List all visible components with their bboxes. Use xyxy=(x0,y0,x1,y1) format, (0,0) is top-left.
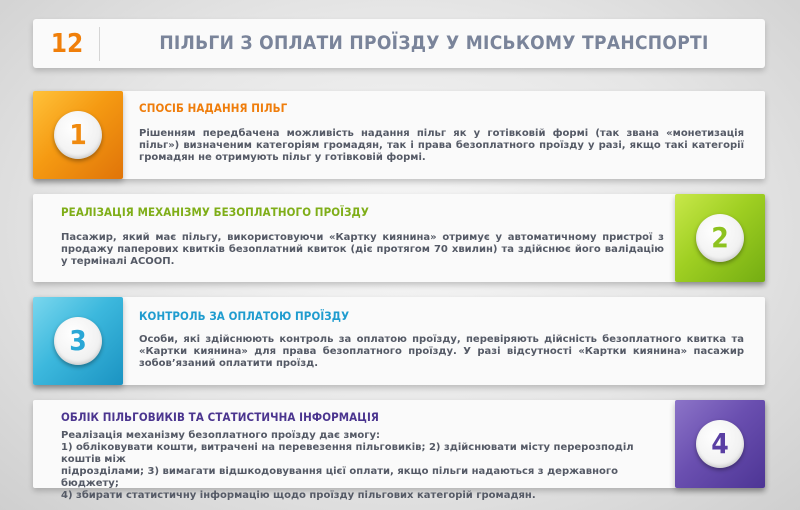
section-1-number-tile xyxy=(33,91,123,179)
section-4-number-tile xyxy=(675,400,765,488)
section-2-heading: РЕАЛІЗАЦІЯ МЕХАНІЗМУ БЕЗОПЛАТНОГО ПРОЇЗДУ xyxy=(61,205,369,219)
page-title: ПІЛЬГИ З ОПЛАТИ ПРОЇЗДУ У МІСЬКОМУ ТРАНСПОРТІ xyxy=(159,32,709,54)
section-4-number: 4 xyxy=(696,420,744,468)
section-4-line-3: підрозділами; 3) вимагати відшкодовування цієї оплати, якщо пільги надаються з державного бюджету; xyxy=(61,466,618,489)
section-4 xyxy=(33,400,765,501)
section-4-text xyxy=(61,430,673,502)
section-4-heading: ОБЛІК ПІЛЬГОВИКІВ ТА СТАТИСТИЧНА ІНФОРМАЦІЯ xyxy=(61,410,380,424)
section-3-number-tile xyxy=(33,297,123,385)
section-2 xyxy=(33,194,765,282)
header-bar xyxy=(33,19,765,68)
section-4-line-4: 4) збирати статистичну інформацію щодо проїзду пільгових категорій громадян. xyxy=(61,490,536,501)
section-1-number: 1 xyxy=(54,111,102,159)
section-3-heading: КОНТРОЛЬ ЗА ОПЛАТОЮ ПРОЇЗДУ xyxy=(139,309,350,323)
section-3 xyxy=(33,297,765,385)
header-divider xyxy=(99,27,100,61)
page-number: 12 xyxy=(50,29,84,59)
section-1 xyxy=(33,91,765,179)
section-3-number: 3 xyxy=(54,317,102,365)
section-2-text: Пасажир, який має пільгу, використовуючи «Картку киянина» отримує у автоматичному пристрої з продажу паперових квитків безоплатний квиток (діє протягом 70 хвилин) та здійснює його валідацію у терміналі АСООП. xyxy=(61,232,664,267)
section-1-heading: СПОСІБ НАДАННЯ ПІЛЬГ xyxy=(139,101,288,115)
section-4-line-1: Реалізація механізму безоплатного проїзду дає змогу: xyxy=(61,430,381,441)
section-2-number: 2 xyxy=(696,214,744,262)
section-2-number-tile xyxy=(675,194,765,282)
section-4-line-2: 1) обліковувати кошти, витрачені на перевезення пільговиків; 2) здійснювати місту перерозподіл коштів між xyxy=(61,442,634,465)
section-1-text: Рішенням передбачена можливість надання пільг як у готівковій формі (так звана «монетизація пільг») визначеним категоріям громадян, так і права безоплатного проїзду у разі, якщо такі категорії громадян не отримують пільг у готівковій формі. xyxy=(139,128,744,163)
section-3-text: Особи, які здійснюють контроль за оплатою проїзду, перевіряють дійсність безоплатного квитка та «Картки киянина» для права безоплатного проїзду. У разі відсутності «Картки киянина» пасажир зобов’язаний оплатити проїзд. xyxy=(139,334,744,369)
